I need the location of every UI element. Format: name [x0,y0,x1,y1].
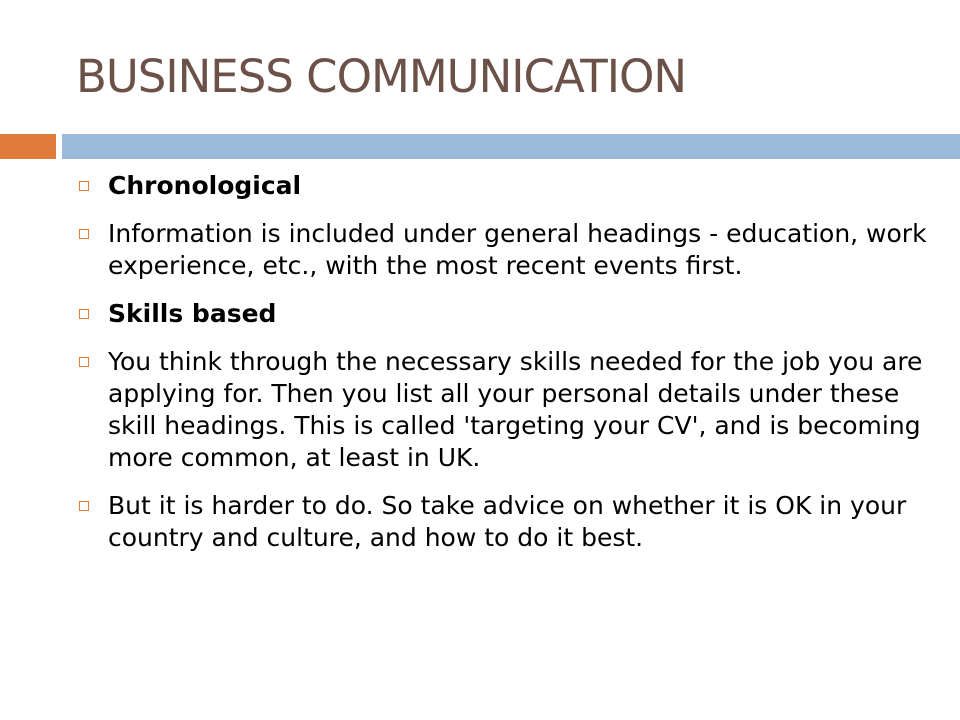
bullet-text: You think through the necessary skills needed for the job you are applying for. Then you list all your personal details under these skill headings. This is called 'targeting your CV', and is becoming more common, at least in UK. [108,347,923,472]
slide-title: BUSINESS COMMUNICATION [76,50,687,103]
hollow-square-icon [79,501,89,511]
bullet-item-skills-description [78,346,928,474]
bullet-item-advice [78,490,928,554]
accent-bar-blue [62,134,960,159]
bullet-text: Information is included under general headings - education, work experience, etc., with the most recent events first. [108,219,927,280]
hollow-square-icon [79,309,89,319]
hollow-square-icon [79,181,89,191]
bullet-item-skills-based [78,298,928,330]
bullet-text: Skills based [108,299,277,328]
bullet-item-chronological [78,170,928,202]
hollow-square-icon [79,357,89,367]
hollow-square-icon [79,229,89,239]
accent-bar-orange [0,134,56,159]
bullet-list [78,170,928,570]
bullet-text: But it is harder to do. So take advice on whether it is OK in your country and culture, and how to do it best. [108,491,907,552]
bullet-item-chronological-description [78,218,928,282]
bullet-text: Chronological [108,171,302,200]
